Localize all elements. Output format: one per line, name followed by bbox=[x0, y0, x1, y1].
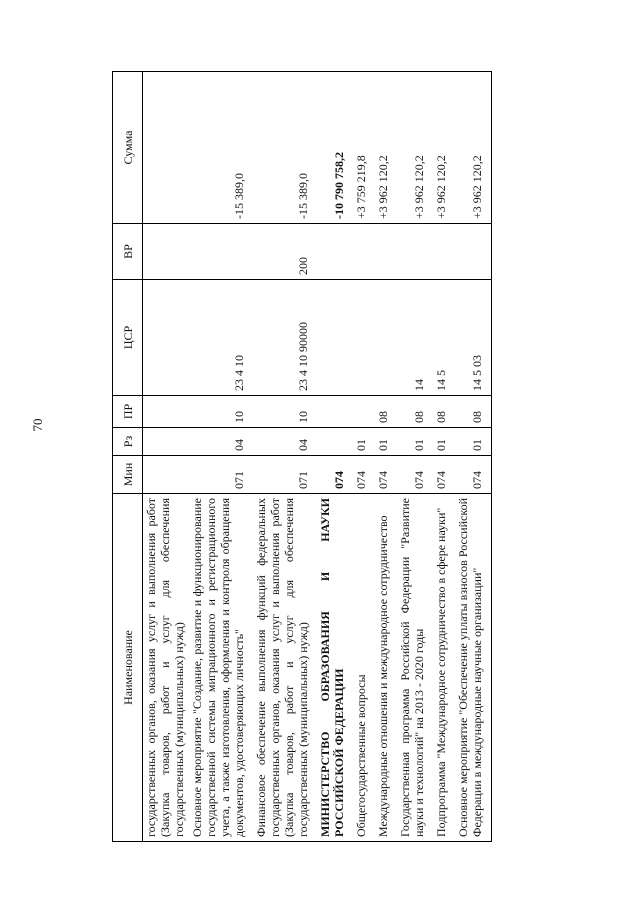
cell-sum: -15 389,0 bbox=[189, 72, 253, 224]
cell-name: Основное мероприятие "Обеспечение уплаты взносов Российской Федерации в международные научные организации" bbox=[455, 494, 492, 842]
header-name: Наименование bbox=[113, 494, 143, 842]
cell-csr: 23 4 10 bbox=[189, 280, 253, 396]
cell-name: Финансовое обеспечение выполнения функций федеральных государственных органов, оказания услуг и выполнения работ (Закупка товаров, работ и услуг для обеспечения государственных (муниципальных) нужд) bbox=[253, 494, 317, 842]
table-row bbox=[433, 72, 455, 842]
cell-vr bbox=[317, 224, 353, 280]
cell-sum bbox=[143, 72, 190, 224]
cell-min bbox=[143, 456, 190, 494]
cell-csr: 14 5 03 bbox=[455, 280, 492, 396]
cell-rz: 01 bbox=[353, 428, 375, 456]
cell-rz bbox=[317, 428, 353, 456]
cell-vr bbox=[455, 224, 492, 280]
cell-csr bbox=[143, 280, 190, 396]
cell-vr: 200 bbox=[253, 224, 317, 280]
cell-rz: 01 bbox=[375, 428, 397, 456]
cell-rz: 04 bbox=[189, 428, 253, 456]
header-csr: ЦСР bbox=[113, 280, 143, 396]
cell-sum: +3 962 120,2 bbox=[455, 72, 492, 224]
cell-vr bbox=[189, 224, 253, 280]
cell-pr: 08 bbox=[375, 396, 397, 428]
cell-sum: +3 962 120,2 bbox=[397, 72, 433, 224]
table-row bbox=[455, 72, 492, 842]
cell-name: МИНИСТЕРСТВО ОБРАЗОВАНИЯ И НАУКИ РОССИЙСКОЙ ФЕДЕРАЦИИ bbox=[317, 494, 353, 842]
cell-csr: 23 4 10 90000 bbox=[253, 280, 317, 396]
cell-name: Подпрограмма "Международное сотрудничество в сфере науки" bbox=[433, 494, 455, 842]
cell-csr bbox=[353, 280, 375, 396]
cell-min: 074 bbox=[433, 456, 455, 494]
cell-name: Общегосударственные вопросы bbox=[353, 494, 375, 842]
cell-sum: -10 790 758,2 bbox=[317, 72, 353, 224]
table-row bbox=[353, 72, 375, 842]
cell-sum: +3 962 120,2 bbox=[375, 72, 397, 224]
cell-csr bbox=[375, 280, 397, 396]
cell-vr bbox=[433, 224, 455, 280]
table-row bbox=[143, 72, 190, 842]
cell-pr: 08 bbox=[433, 396, 455, 428]
cell-min: 071 bbox=[189, 456, 253, 494]
header-vr: ВР bbox=[113, 224, 143, 280]
cell-sum: -15 389,0 bbox=[253, 72, 317, 224]
cell-sum: +3 759 219,8 bbox=[353, 72, 375, 224]
table-row bbox=[189, 72, 253, 842]
cell-name: Основное мероприятие "Создание, развитие и функционирование государственной системы миграционного и регистрационного учета, а также изготовления, оформления и контроля обращения документов, удостоверяющих личность" bbox=[189, 494, 253, 842]
table-row bbox=[317, 72, 353, 842]
rotated-page bbox=[112, 72, 590, 842]
cell-min: 071 bbox=[253, 456, 317, 494]
cell-csr: 14 5 bbox=[433, 280, 455, 396]
header-sum: Сумма bbox=[113, 72, 143, 224]
cell-vr bbox=[143, 224, 190, 280]
cell-rz: 04 bbox=[253, 428, 317, 456]
cell-rz: 01 bbox=[433, 428, 455, 456]
cell-name: государственных органов, оказания услуг и выполнения работ (Закупка товаров, работ и услуг для обеспечения государственных (муниципальных) нужд) bbox=[143, 494, 190, 842]
cell-rz: 01 bbox=[397, 428, 433, 456]
cell-pr: 08 bbox=[397, 396, 433, 428]
cell-csr: 14 bbox=[397, 280, 433, 396]
cell-pr bbox=[317, 396, 353, 428]
cell-min: 074 bbox=[397, 456, 433, 494]
cell-pr: 10 bbox=[189, 396, 253, 428]
table-row bbox=[253, 72, 317, 842]
cell-name: Государственная программа Российской Федерации "Развитие науки и технологий" на 2013 - 2020 годы bbox=[397, 494, 433, 842]
cell-min: 074 bbox=[317, 456, 353, 494]
cell-rz: 01 bbox=[455, 428, 492, 456]
cell-vr bbox=[397, 224, 433, 280]
table-row bbox=[397, 72, 433, 842]
header-pr: ПР bbox=[113, 396, 143, 428]
cell-vr bbox=[353, 224, 375, 280]
cell-rz bbox=[143, 428, 190, 456]
cell-min: 074 bbox=[375, 456, 397, 494]
cell-pr bbox=[143, 396, 190, 428]
table-row bbox=[375, 72, 397, 842]
cell-min: 074 bbox=[455, 456, 492, 494]
header-min: Мин bbox=[113, 456, 143, 494]
cell-min: 074 bbox=[353, 456, 375, 494]
table-header-row bbox=[113, 72, 143, 842]
page-number: 70 bbox=[30, 418, 45, 432]
cell-csr bbox=[317, 280, 353, 396]
budget-table bbox=[112, 71, 492, 842]
cell-pr: 08 bbox=[455, 396, 492, 428]
cell-name: Международные отношения и международное сотрудничество bbox=[375, 494, 397, 842]
header-rz: Рз bbox=[113, 428, 143, 456]
cell-vr bbox=[375, 224, 397, 280]
table-body bbox=[143, 72, 492, 842]
cell-sum: +3 962 120,2 bbox=[433, 72, 455, 224]
cell-pr: 10 bbox=[253, 396, 317, 428]
cell-pr bbox=[353, 396, 375, 428]
